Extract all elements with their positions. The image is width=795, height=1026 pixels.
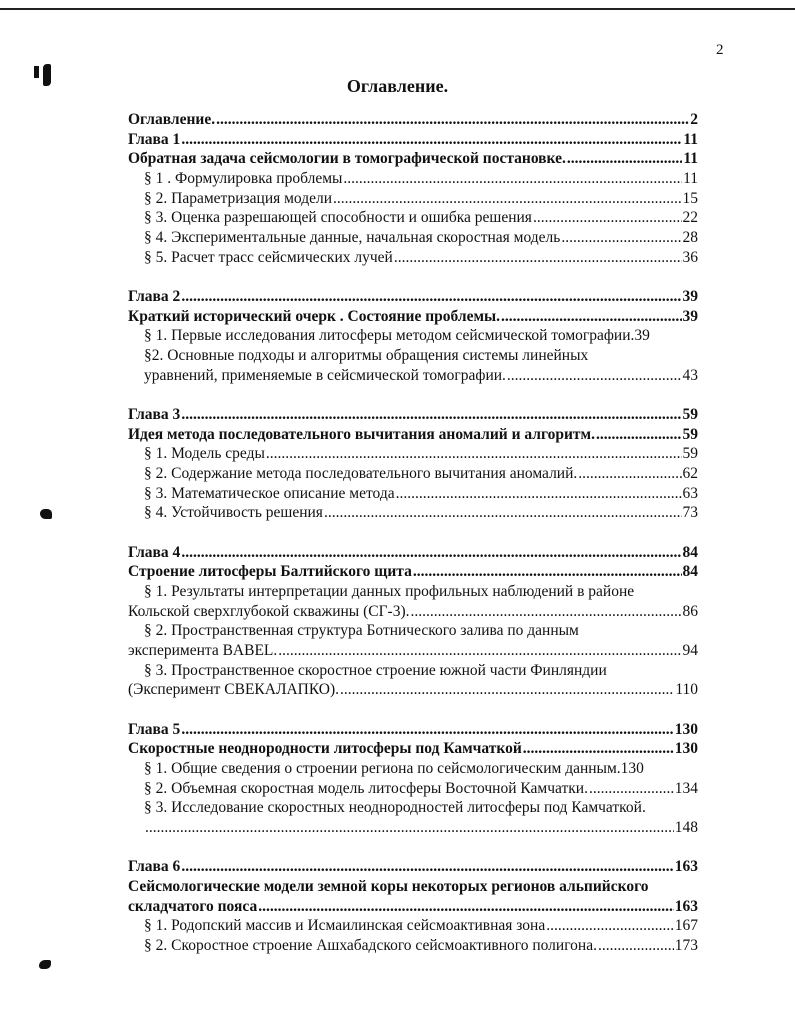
toc-entry-title: § 1. Результаты интерпретации данных профильных наблюдений в районе <box>144 582 635 600</box>
toc-entry-page: 36 <box>682 248 698 266</box>
toc-entry-page: 163 <box>674 858 698 876</box>
toc-entry[interactable] <box>128 209 698 229</box>
toc-entry[interactable] <box>128 485 698 505</box>
leader-dots <box>596 426 682 444</box>
toc-entry-page: 59 <box>682 445 698 463</box>
top-border-line <box>0 8 795 10</box>
toc-entry-title: Глава 1 <box>128 130 181 148</box>
scan-mark <box>39 960 51 969</box>
toc-entry[interactable] <box>128 150 698 170</box>
toc-entry-page: 148 <box>674 819 698 836</box>
leader-dots <box>266 445 682 463</box>
toc-entry-page: 84 <box>682 563 698 581</box>
toc-entry-page: 63 <box>682 484 698 502</box>
page-title: Оглавление. <box>346 76 449 96</box>
toc-entry-title: § 1. Родопский массив и Исмаилинская сейсмоактивная зона <box>144 917 546 935</box>
toc-entry-title: § 4. Экспериментальные данные, начальная скоростная модель <box>144 229 561 247</box>
leader-dots <box>333 190 681 208</box>
toc-entry-title: Глава 6 <box>128 858 181 876</box>
table-of-contents <box>128 111 698 957</box>
leader-dots <box>181 288 681 306</box>
leader-dots <box>561 229 681 247</box>
toc-entry-page: 11 <box>683 150 698 168</box>
toc-entry-page: 59 <box>682 425 698 443</box>
toc-entry[interactable] <box>128 583 698 603</box>
toc-entry-title: § 5. Расчет трасс сейсмических лучей <box>144 248 393 266</box>
toc-entry[interactable] <box>128 819 698 839</box>
toc-entry[interactable] <box>128 249 698 269</box>
toc-entry[interactable] <box>128 465 698 485</box>
leader-dots <box>578 465 681 483</box>
toc-entry-page: 163 <box>674 897 698 915</box>
toc-entry-page: 43 <box>682 366 698 384</box>
toc-entry[interactable] <box>128 721 698 741</box>
leader-dots <box>216 111 689 129</box>
page-number: 2 <box>716 42 724 58</box>
leader-dots <box>340 681 674 699</box>
toc-entry[interactable] <box>128 111 698 131</box>
toc-entry-title: § 1. Общие сведения о строении региона по сейсмологическим данным. <box>144 759 621 777</box>
toc-entry-page: 130 <box>674 720 698 738</box>
toc-entry-page: 22 <box>682 209 698 227</box>
toc-entry-page: 130 <box>674 740 698 758</box>
toc-entry-title: § 3. Математическое описание метода <box>144 484 395 502</box>
toc-entry-page: 73 <box>682 504 698 522</box>
toc-entry-title: Обратная задача сейсмологии в томографической постановке. <box>128 150 566 168</box>
toc-entry-page: 110 <box>675 681 698 699</box>
leader-dots <box>598 937 674 955</box>
toc-entry[interactable] <box>128 426 698 446</box>
toc-entry-page: 11 <box>683 130 698 148</box>
leader-dots <box>501 308 682 326</box>
toc-entry[interactable] <box>128 858 698 878</box>
leader-dots <box>324 504 682 522</box>
toc-entry-page: 59 <box>682 405 698 423</box>
toc-entry[interactable] <box>128 504 698 524</box>
toc-entry-title: Скоростные неоднородности литосферы под Камчаткой <box>128 740 522 758</box>
toc-entry[interactable] <box>128 327 698 347</box>
toc-entry[interactable] <box>128 170 698 190</box>
toc-entry-title: § 2. Скоростное строение Ашхабадского сейсмоактивного полигона. <box>144 936 597 954</box>
toc-entry-page: 39 <box>634 327 650 345</box>
toc-entry-title: Кольской сверхглубокой скважины (СГ-3). <box>128 602 410 620</box>
toc-entry[interactable] <box>128 308 698 328</box>
toc-entry-page: 130 <box>620 759 644 777</box>
leader-dots <box>181 544 681 562</box>
toc-entry-page: 86 <box>682 602 698 620</box>
toc-entry-title: Сейсмологические модели земной коры некоторых регионов альпийского <box>128 877 649 895</box>
leader-dots <box>258 898 674 916</box>
toc-entry[interactable] <box>128 878 698 898</box>
scan-mark <box>40 509 52 519</box>
toc-entry-title: § 4. Устойчивость решения <box>144 504 323 522</box>
toc-entry-page: 84 <box>682 543 698 561</box>
toc-entry-page: 167 <box>674 917 698 935</box>
leader-dots <box>567 150 682 168</box>
leader-dots <box>394 249 682 267</box>
toc-entry[interactable] <box>128 288 698 308</box>
toc-entry-title: Глава 4 <box>128 543 181 561</box>
toc-entry-title: эксперимента BABEL. <box>128 642 278 659</box>
toc-entry[interactable] <box>128 917 698 937</box>
toc-entry-page: 134 <box>674 779 698 797</box>
toc-entry[interactable] <box>128 681 698 701</box>
toc-entry-title: § 2. Пространственная структура Ботнического залива по данным <box>144 622 579 640</box>
toc-entry-title: §2. Основные подходы и алгоритмы обращения системы линейных <box>144 347 589 365</box>
toc-entry[interactable] <box>128 603 698 623</box>
toc-entry[interactable] <box>128 131 698 151</box>
leader-dots <box>413 563 682 581</box>
toc-entry-page: 28 <box>682 229 698 247</box>
toc-entry[interactable] <box>128 740 698 760</box>
toc-entry[interactable] <box>128 445 698 465</box>
toc-entry-title: § 1. Модель среды <box>144 445 265 463</box>
leader-dots <box>181 406 681 424</box>
toc-entry-title: § 3. Исследование скоростных неоднородностей литосферы под Камчаткой. <box>144 799 646 817</box>
leader-dots <box>546 917 674 935</box>
leader-dots <box>533 209 682 227</box>
toc-entry-title: § 2. Параметризация модели <box>144 189 333 207</box>
toc-entry-title: Глава 2 <box>128 288 181 305</box>
toc-entry-title: складчатого пояса <box>128 897 258 915</box>
leader-dots <box>181 721 673 739</box>
toc-entry[interactable] <box>128 563 698 583</box>
toc-entry-title: Оглавление. <box>128 111 216 128</box>
toc-entry-page: 39 <box>682 288 698 305</box>
toc-entry-title: Идея метода последовательного вычитания аномалий и алгоритм. <box>128 425 595 443</box>
toc-entry-page: 173 <box>674 936 698 954</box>
leader-dots <box>589 780 674 798</box>
toc-entry-title: Краткий исторический очерк . Состояние проблемы. <box>128 307 500 325</box>
toc-entry[interactable] <box>128 937 698 957</box>
leader-dots <box>278 642 681 660</box>
toc-entry-page: 62 <box>682 465 698 482</box>
toc-entry[interactable] <box>128 662 698 682</box>
toc-entry-page: 15 <box>682 189 698 207</box>
toc-entry[interactable] <box>128 347 698 367</box>
leader-dots <box>181 858 673 876</box>
toc-entry-title: § 1. Первые исследования литосферы методом сейсмической томографии. <box>144 327 635 345</box>
leader-dots <box>411 603 682 621</box>
toc-entry[interactable] <box>128 898 698 918</box>
leader-dots <box>145 819 674 837</box>
toc-entry-title: § 3. Пространственное скоростное строение южной части Финляндии <box>144 661 607 679</box>
leader-dots <box>523 740 674 758</box>
toc-entry-page: 11 <box>683 170 698 188</box>
toc-entry[interactable] <box>128 229 698 249</box>
toc-entry[interactable] <box>128 190 698 210</box>
toc-entry-title: Глава 5 <box>128 720 181 738</box>
toc-entry-title: § 1 . Формулировка проблемы <box>144 170 343 188</box>
toc-entry-title: § 2. Содержание метода последовательного вычитания аномалий. <box>144 465 578 482</box>
leader-dots <box>396 485 682 503</box>
toc-entry-page: 94 <box>682 642 698 659</box>
leader-dots <box>507 367 682 385</box>
toc-entry[interactable] <box>128 622 698 642</box>
toc-entry[interactable] <box>128 760 698 780</box>
toc-entry[interactable] <box>128 642 698 662</box>
toc-entry[interactable] <box>128 367 698 387</box>
toc-entry[interactable] <box>128 799 698 819</box>
toc-entry-title: (Эксперимент СВЕКАЛАПКО). <box>128 681 340 699</box>
toc-entry-title: § 2. Объемная скоростная модель литосферы Восточной Камчатки. <box>144 779 588 797</box>
leader-dots <box>181 131 682 149</box>
toc-entry-page: 39 <box>682 307 698 325</box>
toc-entry-title: § 3. Оценка разрешающей способности и ошибка решения <box>144 209 532 227</box>
toc-entry-title: Строение литосферы Балтийского щита <box>128 563 412 581</box>
toc-entry[interactable] <box>128 780 698 800</box>
leader-dots <box>343 170 682 188</box>
toc-entry[interactable] <box>128 544 698 564</box>
toc-entry-title: уравнений, применяемые в сейсмической томографии. <box>144 366 506 384</box>
toc-entry[interactable] <box>128 406 698 426</box>
toc-entry-title: Глава 3 <box>128 405 181 423</box>
toc-entry-page: 2 <box>690 111 698 128</box>
